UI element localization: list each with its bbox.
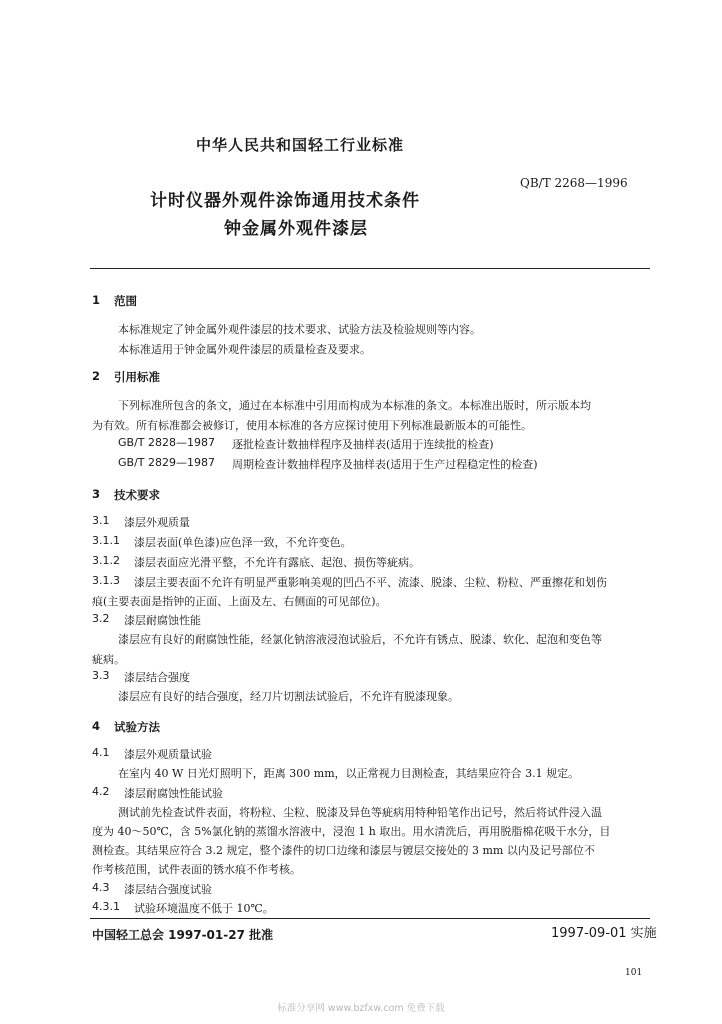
section-3-title: 技术要求 (114, 488, 160, 502)
clause-4-3-1-number: 4.3.1 (92, 900, 120, 913)
clause-4-3-1-text: 试验环境温度不低于 10℃。 (134, 902, 274, 915)
document-title-line2: 钟金属外观件漆层 (224, 219, 368, 239)
clause-3-2-number: 3.2 (92, 612, 110, 625)
clause-3-3-number: 3.3 (92, 669, 110, 682)
clause-3-1-2-number: 3.1.2 (92, 554, 120, 567)
section-4-number: 4 (92, 719, 101, 733)
clause-3-2-text-line1: 漆层应有良好的耐腐蚀性能，经氯化钠溶液浸泡试验后，不允许有锈点、脱漆、软化、起泡和变色等 (118, 633, 602, 646)
header-divider (90, 268, 650, 269)
clause-4-2-text-line4: 作考核范围，试件表面的锈水痕不作考核。 (92, 863, 301, 876)
clause-4-1-number: 4.1 (92, 746, 110, 759)
section-4-title: 试验方法 (114, 720, 160, 734)
section-2-number: 2 (92, 369, 101, 383)
section-1-para-2: 本标准适用于钟金属外观件漆层的质量检查及要求。 (118, 343, 371, 356)
implementation-date: 1997-09-01 实施 (551, 926, 657, 941)
clause-4-2-text-line1: 测试前先检查试件表面，将粉粒、尘粒、脱漆及异色等疵病用特种铅笔作出记号，然后将试件浸入温 (118, 806, 602, 819)
section-1-title: 范围 (114, 294, 137, 308)
clause-3-1-2-text: 漆层表面应光滑平整，不允许有露底、起泡、损伤等疵病。 (134, 556, 420, 569)
clause-3-1-3-text-line2: 痕(主要表面是指钟的正面、上面及左、右侧面的可见部位)。 (92, 595, 387, 608)
clause-3-3-title: 漆层结合强度 (124, 671, 190, 684)
clause-4-2-text-line3: 测检查。其结果应符合 3.2 规定，整个漆件的切口边缘和漆层与镀层交接处的 3 mm 以内及记号部位不 (92, 844, 595, 857)
clause-3-1-1-text: 漆层表面(单色漆)应色泽一致，不允许变色。 (134, 536, 352, 549)
reference-2-code: GB/T 2829—1987 (118, 456, 215, 469)
approval-date: 中国轻工总会 1997-01-27 批准 (92, 928, 274, 942)
footer-divider (90, 918, 650, 919)
page-number: 101 (625, 968, 643, 978)
clause-3-3-text: 漆层应有良好的结合强度，经刀片切割法试验后，不允许有脱漆现象。 (118, 690, 459, 703)
section-2-title: 引用标准 (114, 370, 160, 384)
watermark-text: 标准分享网 www.bzfxw.com 免费下载 (277, 1003, 445, 1014)
clause-4-2-title: 漆层耐腐蚀性能试验 (124, 787, 223, 800)
reference-1-code: GB/T 2828—1987 (118, 436, 215, 449)
clause-3-1-title: 漆层外观质量 (124, 516, 190, 529)
document-title-line1: 计时仪器外观件涂饰通用技术条件 (150, 191, 420, 211)
section-1-number: 1 (92, 293, 101, 307)
clause-4-3-title: 漆层结合强度试验 (124, 883, 212, 896)
clause-3-2-text-line2: 疵病。 (92, 653, 125, 666)
clause-4-1-text: 在室内 40 W 日光灯照明下，距离 300 mm，以正常视力目测检查，其结果应符合 3.1 规定。 (118, 767, 580, 780)
reference-1-title: 逐批检查计数抽样程序及抽样表(适用于连续批的检查) (232, 438, 494, 451)
clause-4-1-title: 漆层外观质量试验 (124, 748, 212, 761)
organization-header: 中华人民共和国轻工行业标准 (195, 136, 404, 154)
reference-2-title: 周期检查计数抽样程序及抽样表(适用于生产过程稳定性的检查) (232, 458, 538, 471)
clause-4-2-text-line2: 度为 40～50℃，含 5%氯化钠的蒸馏水溶液中，浸泡 1 h 取出。用水清洗后，再用脱脂棉花吸干水分，目 (92, 825, 611, 838)
clause-3-1-1-number: 3.1.1 (92, 534, 120, 547)
clause-3-1-3-text-line1: 漆层主要表面不允许有明显严重影响美观的凹凸不平、流漆、脱漆、尘粒、粉粒、严重擦花和划伤 (134, 576, 607, 589)
section-3-number: 3 (92, 487, 101, 501)
clause-3-1-number: 3.1 (92, 514, 110, 527)
clause-4-2-number: 4.2 (92, 785, 110, 798)
section-2-para-line2: 为有效。所有标准都会被修订，使用本标准的各方应探讨使用下列标准最新版本的可能性。 (92, 419, 532, 432)
section-1-para-1: 本标准规定了钟金属外观件漆层的技术要求、试验方法及检验规则等内容。 (118, 323, 481, 336)
section-2-para-line1: 下列标准所包含的条文，通过在本标准中引用而构成为本标准的条文。本标准出版时，所示版本均 (118, 399, 591, 412)
standard-code: QB/T 2268—1996 (520, 176, 628, 190)
clause-3-2-title: 漆层耐腐蚀性能 (124, 614, 201, 627)
clause-4-3-number: 4.3 (92, 881, 110, 894)
clause-3-1-3-number: 3.1.3 (92, 574, 120, 587)
